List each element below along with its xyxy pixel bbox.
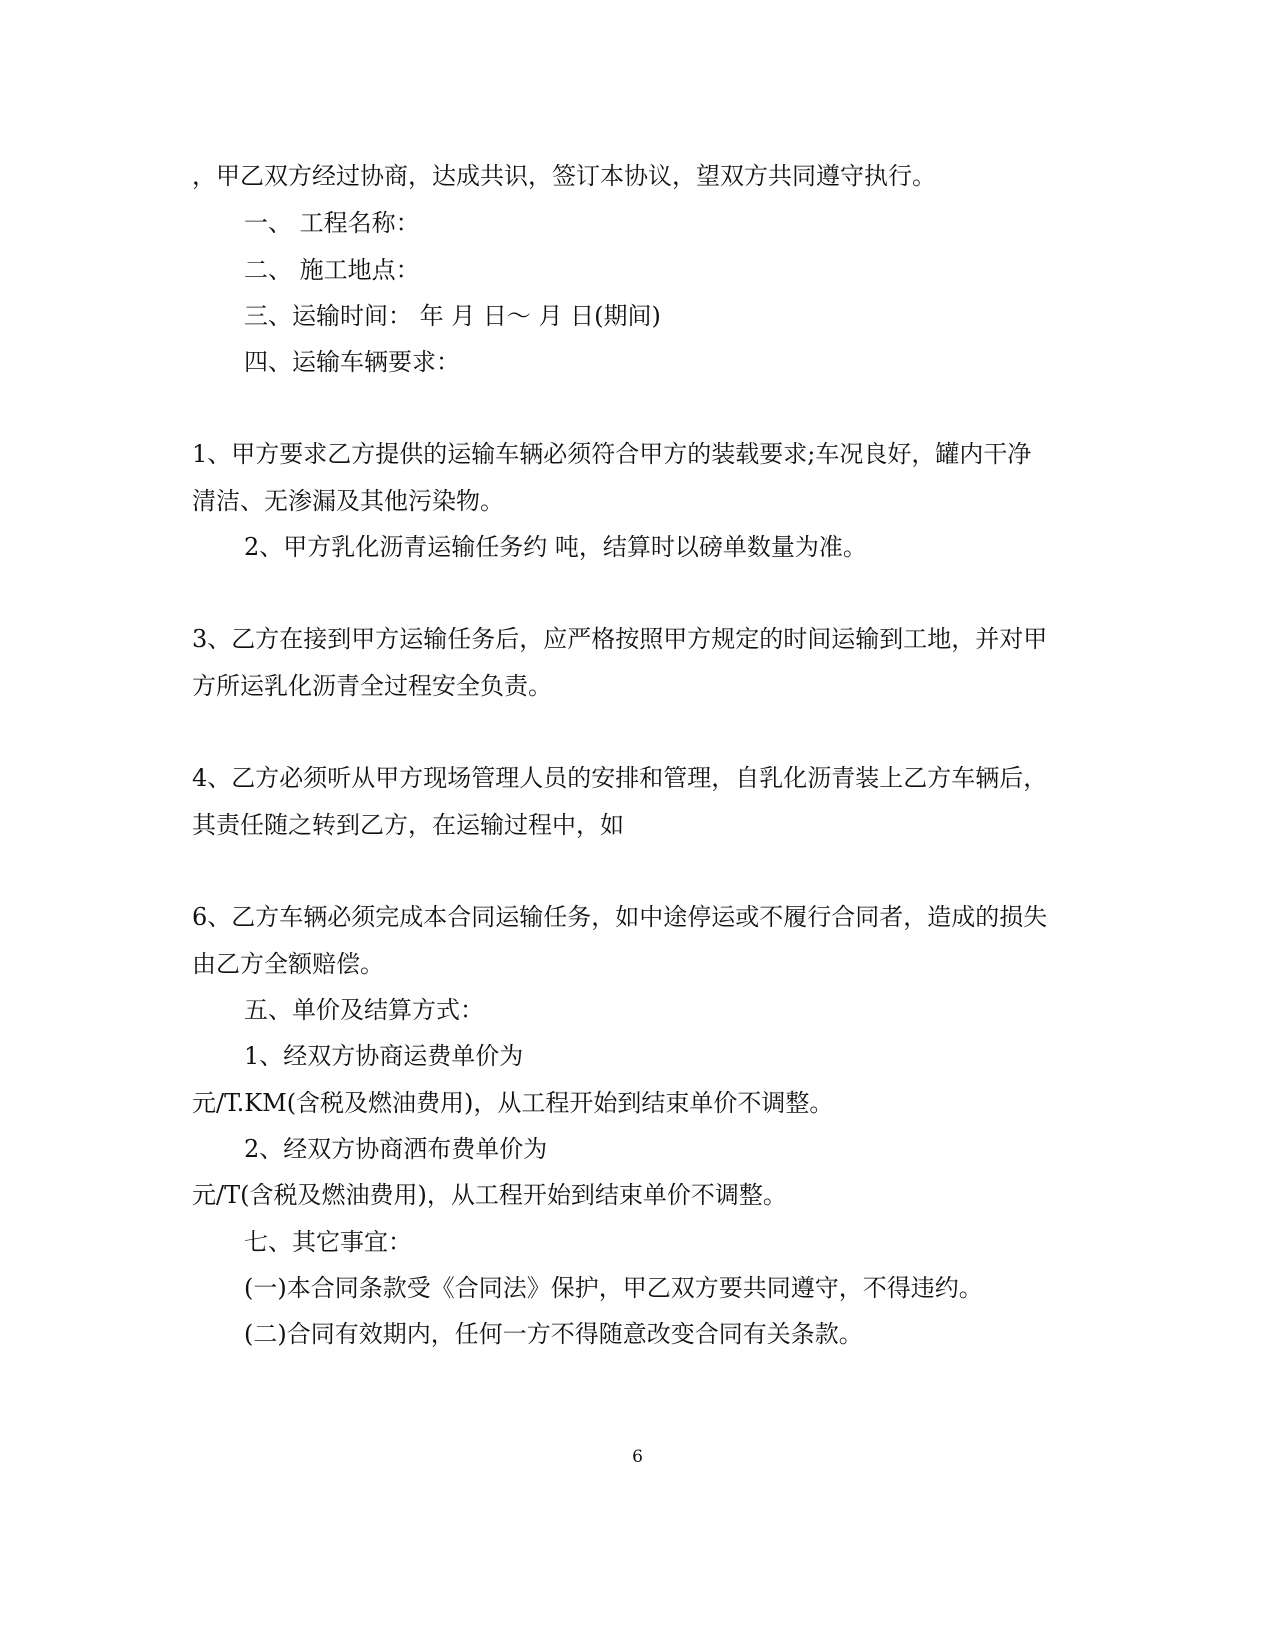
clause-4-line-2: 其责任随之转到乙方，在运输过程中，如: [192, 811, 624, 839]
section-construction-site: 二、 施工地点：: [244, 256, 420, 284]
clause-1-line-2: 清洁、无渗漏及其他污染物。: [192, 487, 504, 515]
clause-6-line-1: 6、乙方车辆必须完成本合同运输任务，如中途停运或不履行合同者，造成的损失: [192, 903, 1048, 931]
section-pricing: 五、单价及结算方式：: [244, 996, 484, 1024]
intro-paragraph: ，甲乙双方经过协商，达成共识，签订本协议，望双方共同遵守执行。: [192, 162, 936, 190]
page-number: 6: [632, 1447, 643, 1467]
section-project-name: 一、 工程名称：: [244, 209, 420, 237]
section-other-matters: 七、其它事宜：: [244, 1228, 412, 1256]
other-matter-2: (二)合同有效期内，任何一方不得随意改变合同有关条款。: [244, 1320, 863, 1348]
clause-2: 2、甲方乳化沥青运输任务约 吨，结算时以磅单数量为准。: [244, 533, 867, 561]
section-transport-time: 三、运输时间： 年 月 日～ 月 日(期间): [244, 302, 661, 330]
clause-4-line-1: 4、乙方必须听从甲方现场管理人员的安排和管理，自乳化沥青装上乙方车辆后，: [192, 764, 1048, 792]
clause-3-line-1: 3、乙方在接到甲方运输任务后，应严格按照甲方规定的时间运输到工地，并对甲: [192, 625, 1048, 653]
clause-3-line-2: 方所运乳化沥青全过程安全负责。: [192, 672, 552, 700]
pricing-item-2-line-2: 元/T(含税及燃油费用)，从工程开始到结束单价不调整。: [192, 1181, 787, 1209]
clause-1-line-1: 1、甲方要求乙方提供的运输车辆必须符合甲方的装载要求;车况良好，罐内干净: [192, 440, 1032, 468]
pricing-item-1-line-2: 元/T.KM(含税及燃油费用)，从工程开始到结束单价不调整。: [192, 1089, 834, 1117]
section-vehicle-requirements: 四、运输车辆要求：: [244, 348, 460, 376]
other-matter-1: (一)本合同条款受《合同法》保护，甲乙双方要共同遵守，不得违约。: [244, 1274, 983, 1302]
pricing-item-2-line-1: 2、经双方协商洒布费单价为: [244, 1135, 548, 1163]
pricing-item-1-line-1: 1、经双方协商运费单价为: [244, 1042, 524, 1070]
clause-6-line-2: 由乙方全额赔偿。: [192, 950, 384, 978]
